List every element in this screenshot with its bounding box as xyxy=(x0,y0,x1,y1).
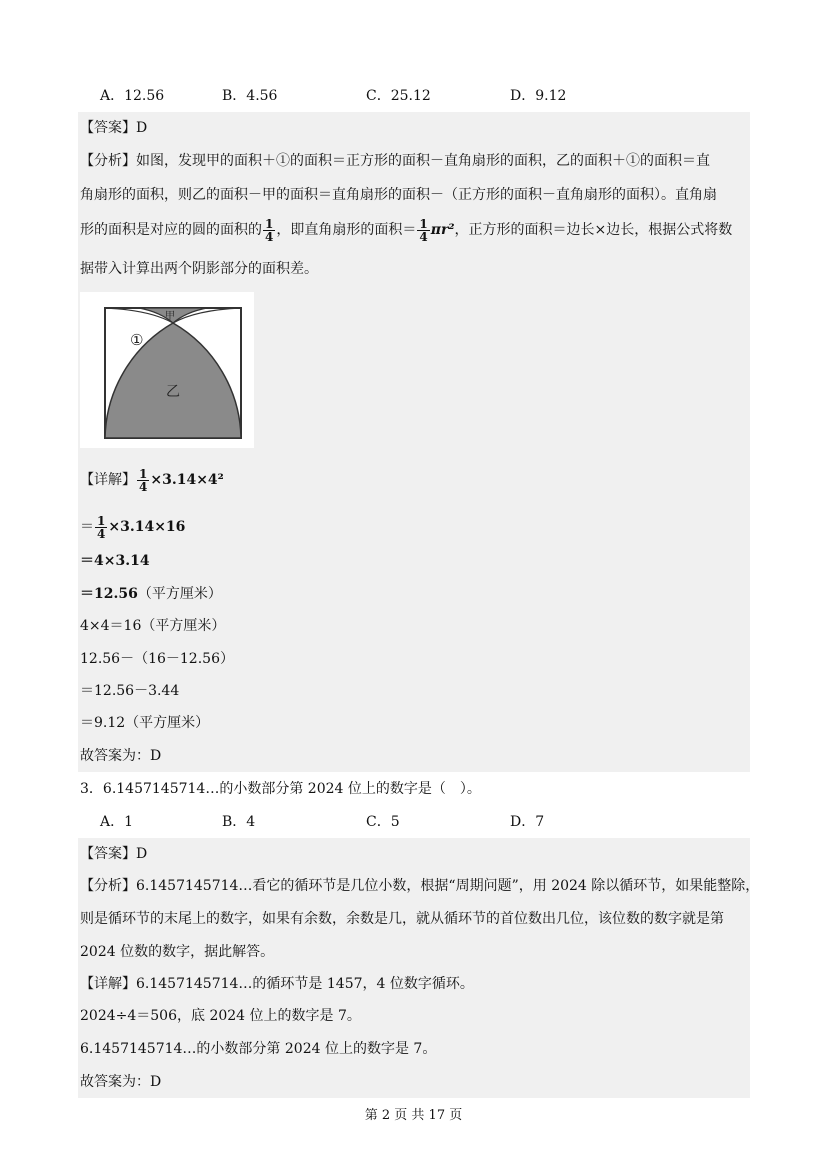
analysis-text: 6.1457145714…看它的循环节是几位小数，根据“周期问题”，用 2024 除以循环节，如果能整除， xyxy=(136,878,760,894)
fraction-quarter-3 xyxy=(137,468,149,493)
region-jia-label: 甲 xyxy=(165,311,175,322)
detail-result: ＝12.56 xyxy=(80,586,138,602)
detail-tag: 【详解】 xyxy=(80,976,136,992)
q2-analysis-line2: 角扇形的面积，则乙的面积－甲的面积＝直角扇形的面积－（正方形的面积－直角扇形的面积）。直角扇 xyxy=(80,187,717,203)
fraction-numerator: 1 xyxy=(265,216,274,231)
equals-sign: ＝ xyxy=(80,519,94,535)
q3-option-a: A．1 xyxy=(100,814,134,830)
fraction-denominator: 4 xyxy=(139,479,148,494)
fraction-denominator: 4 xyxy=(265,229,274,244)
q2-option-a: A．12.56 xyxy=(100,88,165,104)
fraction-denominator: 4 xyxy=(97,526,106,541)
page-footer: 第 2 页 共 17 页 xyxy=(364,1108,463,1123)
analysis-text-b: ，即直角扇形的面积＝ xyxy=(276,222,417,238)
q3-options xyxy=(0,812,827,832)
analysis-text-c: ，正方形的面积＝边长×边长，根据公式将数 xyxy=(454,222,733,238)
fraction-numerator: 1 xyxy=(419,216,428,231)
q3-analysis-line2: 则是循环节的末尾上的数字，如果有余数，余数是几，就从循环节的首位数出几位，该位数的数字就是第 xyxy=(80,911,724,927)
q2-analysis-line1 xyxy=(80,151,710,171)
q2-detail-line1 xyxy=(80,464,224,496)
q3-detail-line3: 6.1457145714…的小数部分第 2024 位上的数字是 7。 xyxy=(80,1041,437,1057)
q3-stem: 3．6.1457145714…的小数部分第 2024 位上的数字是（ ）。 xyxy=(80,781,481,797)
q2-detail-line4 xyxy=(80,584,222,604)
answer-value: D xyxy=(136,846,148,862)
q3-conclusion: 故答案为：D xyxy=(80,1074,162,1090)
q2-conclusion: 故答案为：D xyxy=(80,748,162,764)
analysis-tag: 【分析】 xyxy=(80,878,136,894)
analysis-text: 如图，发现甲的面积＋①的面积＝正方形的面积－直角扇形的面积，乙的面积＋①的面积＝直 xyxy=(136,153,710,169)
region-1-label: ① xyxy=(130,331,144,349)
q2-options xyxy=(0,86,827,106)
q2-detail-line7: ＝12.56－3.44 xyxy=(80,683,180,699)
region-yi-label: 乙 xyxy=(166,384,180,400)
q2-option-b: B．4.56 xyxy=(222,88,278,104)
analysis-tag: 【分析】 xyxy=(80,153,136,169)
q2-answer xyxy=(80,118,147,138)
fraction-quarter-4 xyxy=(95,515,107,540)
answer-tag: 【答案】 xyxy=(80,846,136,862)
q2-detail-line8: ＝9.12（平方厘米） xyxy=(80,715,210,731)
q2-detail-line5: 4×4＝16（平方厘米） xyxy=(80,618,226,634)
q2-analysis-line3 xyxy=(80,216,732,244)
q2-detail-line3: ＝4×3.14 xyxy=(80,553,150,569)
q2-detail-line2 xyxy=(80,512,185,542)
unit-text: （平方厘米） xyxy=(137,586,222,602)
fraction-quarter-2 xyxy=(417,218,429,243)
geometry-figure xyxy=(80,292,254,448)
q3-option-c: C．5 xyxy=(366,814,400,830)
q3-option-d: D．7 xyxy=(510,814,545,830)
fraction-numerator: 1 xyxy=(97,513,106,528)
detail-expression-2: ×3.14×16 xyxy=(108,519,186,535)
detail-expression: ×3.14×4² xyxy=(150,472,224,488)
q2-detail-line6: 12.56－（16－12.56） xyxy=(80,651,234,667)
q3-detail-line1 xyxy=(80,974,474,994)
fraction-quarter xyxy=(263,218,275,243)
square-quarter-circles-diagram xyxy=(80,292,254,448)
q3-answer xyxy=(80,844,147,864)
detail-text: 6.1457145714…的循环节是 1457，4 位数字循环。 xyxy=(136,976,474,992)
analysis-text-a: 形的面积是对应的圆的面积的 xyxy=(80,222,262,238)
q3-detail-line2: 2024÷4＝506，底 2024 位上的数字是 7。 xyxy=(80,1008,361,1024)
q2-analysis-line4: 据带入计算出两个阴影部分的面积差。 xyxy=(80,261,318,277)
detail-tag: 【详解】 xyxy=(80,472,136,488)
q3-option-b: B．4 xyxy=(222,814,256,830)
q2-option-d: D．9.12 xyxy=(510,88,567,104)
q3-analysis-line3: 2024 位数的数字，据此解答。 xyxy=(80,944,275,960)
q2-option-c: C．25.12 xyxy=(366,88,431,104)
answer-tag: 【答案】 xyxy=(80,120,136,136)
fraction-denominator: 4 xyxy=(419,229,428,244)
fraction-numerator: 1 xyxy=(139,466,148,481)
pi-r-squared: πr² xyxy=(430,222,455,238)
answer-value: D xyxy=(136,120,148,136)
q3-analysis-line1 xyxy=(80,876,759,896)
